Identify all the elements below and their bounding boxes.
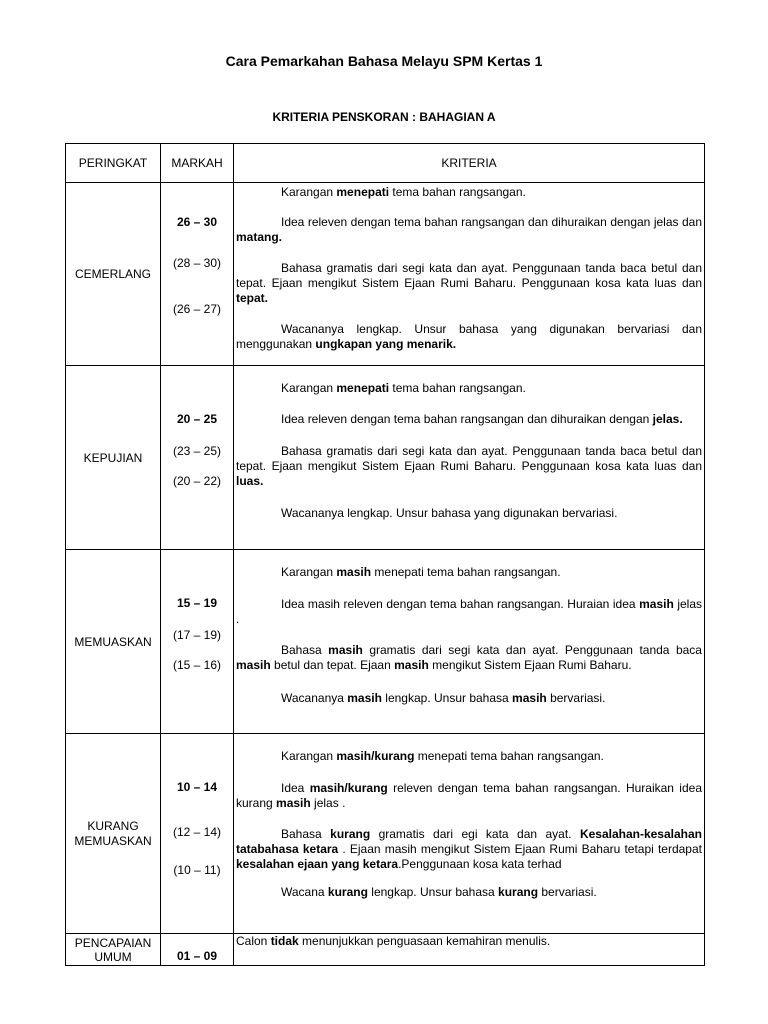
- criteria-text: Idea releven dengan tema bahan rangsangan dan dihuraikan dengan jelas dan: [281, 215, 702, 229]
- cell-peringkat: CEMERLANG: [66, 183, 161, 366]
- criteria-text: Idea releven dengan tema bahan rangsangan dan dihuraikan dengan: [281, 412, 653, 426]
- criteria-text: bervariasi.: [546, 691, 606, 705]
- cell-kriteria: [234, 183, 705, 366]
- criteria-text: jelas .: [310, 796, 346, 810]
- criteria-paragraph: [236, 506, 702, 521]
- criteria-text: .Penggunaan kosa kata terhad: [398, 857, 562, 871]
- cell-peringkat: PENCAPAIAN UMUM: [66, 934, 161, 966]
- criteria-text: menepati tema bahan rangsangan.: [371, 565, 561, 579]
- criteria-text: menepati tema bahan rangsangan.: [414, 749, 604, 763]
- criteria-paragraph: [236, 215, 702, 245]
- markah-subrange: (10 – 11): [173, 863, 221, 877]
- scoring-table: [65, 143, 705, 966]
- markah-subrange: (23 – 25): [172, 444, 222, 458]
- markah-range: 10 – 14: [176, 780, 218, 794]
- criteria-text: Idea: [281, 781, 310, 795]
- criteria-text: Idea masih releven dengan tema bahan rangsangan. Huraian idea: [281, 597, 640, 611]
- criteria-text: jelas .: [236, 597, 702, 626]
- table-row: [66, 183, 705, 366]
- criteria-text: Bahasa: [281, 643, 329, 657]
- cell-peringkat: KURANG MEMUASKAN: [66, 734, 161, 934]
- bold-keyword: masih/kurang: [309, 781, 388, 795]
- bold-keyword: menepati: [336, 185, 390, 199]
- section-subtitle: KRITERIA PENSKORAN : BAHAGIAN A: [272, 110, 496, 124]
- criteria-paragraph: [236, 643, 702, 673]
- criteria-text: Wacananya: [281, 691, 348, 705]
- header-kriteria: KRITERIA: [234, 144, 705, 183]
- criteria-paragraph: [236, 444, 702, 489]
- table-header-row: [66, 144, 705, 183]
- markah-subrange: (26 – 27): [172, 302, 222, 316]
- bold-keyword: tidak: [270, 934, 299, 948]
- cell-markah: [161, 550, 234, 734]
- table-row: [66, 550, 705, 734]
- criteria-text: Wacananya lengkap. Unsur bahasa yang digunakan bervariasi dan menggunakan: [236, 322, 702, 351]
- criteria-paragraph: [236, 381, 702, 396]
- criteria-text: Wacananya lengkap. Unsur bahasa yang digunakan bervariasi.: [281, 506, 618, 520]
- bold-keyword: masih: [336, 565, 372, 579]
- cell-kriteria: [234, 550, 705, 734]
- criteria-paragraph: [236, 261, 702, 306]
- criteria-text: bervariasi.: [538, 885, 597, 899]
- criteria-text: Bahasa: [281, 827, 331, 841]
- criteria-text: Wacana: [281, 885, 328, 899]
- bold-keyword: masih: [236, 658, 271, 672]
- header-markah: MARKAH: [161, 144, 234, 183]
- table-row: [66, 934, 705, 966]
- bold-keyword: Kesalahan-kesalahan tatabahasa ketara: [236, 827, 702, 856]
- bold-keyword: kesalahan ejaan yang ketara: [236, 857, 399, 871]
- bold-keyword: masih: [512, 691, 547, 705]
- table-row: [66, 366, 705, 550]
- bold-keyword: masih: [276, 796, 311, 810]
- criteria-text: Karangan: [281, 565, 337, 579]
- bold-keyword: masih: [639, 597, 674, 611]
- cell-markah: 01 – 09: [161, 934, 234, 966]
- criteria-paragraph: [236, 597, 702, 627]
- markah-range: 20 – 25: [176, 412, 218, 426]
- criteria-text: Bahasa gramatis dari segi kata dan ayat. Penggunaan tanda baca betul dan tepat. Ejaan mengikut Sistem Ejaan Rumi Baharu. Penggunaan kosa kata luas dan: [236, 261, 702, 290]
- bold-keyword: ungkapan yang menarik.: [315, 337, 457, 351]
- markah-range: 26 – 30: [176, 215, 218, 229]
- criteria-text: gramatis dari egi kata dan ayat.: [370, 827, 580, 841]
- markah-range: 15 – 19: [176, 596, 218, 610]
- bold-keyword: matang.: [236, 230, 283, 244]
- criteria-text: Calon: [236, 934, 271, 948]
- criteria-text: lengkap. Unsur bahasa: [367, 885, 499, 899]
- criteria-paragraph: [236, 885, 702, 900]
- criteria-text: Karangan: [281, 185, 337, 199]
- cell-markah: [161, 183, 234, 366]
- criteria-text: releven dengan tema bahan rangsangan. Huraikan idea kurang: [236, 781, 702, 810]
- table-row: [66, 734, 705, 934]
- criteria-text: Bahasa gramatis dari segi kata dan ayat. Penggunaan tanda baca betul dan tepat. Ejaan mengikut Sistem Ejaan Rumi Baharu. Penggunaan kosa kata luas dan: [236, 444, 702, 473]
- cell-markah: [161, 366, 234, 550]
- bold-keyword: masih/kurang: [336, 749, 415, 763]
- criteria-paragraph: [236, 827, 702, 872]
- markah-subrange: (15 – 16): [172, 658, 222, 672]
- criteria-text: gramatis dari segi kata dan ayat. Penggunaan tanda baca: [362, 643, 702, 657]
- criteria-text: Karangan: [281, 749, 337, 763]
- criteria-paragraph: [236, 412, 702, 427]
- bold-keyword: luas.: [236, 474, 264, 488]
- criteria-paragraph: [236, 781, 702, 811]
- criteria-text: . Ejaan masih mengikut Sistem Ejaan Rumi Baharu tetapi terdapat: [338, 842, 702, 856]
- criteria-text: Karangan: [281, 381, 337, 395]
- criteria-paragraph: [236, 322, 702, 352]
- criteria-text: tema bahan rangsangan.: [389, 185, 526, 199]
- document-title: Cara Pemarkahan Bahasa Melayu SPM Kertas 1: [225, 53, 543, 69]
- cell-peringkat: MEMUASKAN: [66, 550, 161, 734]
- criteria-text: menunjukkan penguasaan kemahiran menulis.: [298, 934, 551, 948]
- criteria-text: mengikut Sistem Ejaan Rumi Baharu.: [428, 658, 632, 672]
- cell-kriteria: [234, 734, 705, 934]
- markah-subrange: (12 – 14): [172, 825, 222, 839]
- cell-peringkat: KEPUJIAN: [66, 366, 161, 550]
- criteria-paragraph: [236, 185, 702, 200]
- criteria-paragraph: [236, 565, 702, 580]
- markah-subrange: (20 – 22): [172, 474, 222, 488]
- markah-subrange: (28 – 30): [172, 256, 222, 270]
- criteria-paragraph: [236, 749, 702, 764]
- cell-kriteria: [234, 366, 705, 550]
- markah-subrange: (17 – 19): [172, 628, 222, 642]
- criteria-text: betul dan tepat. Ejaan: [270, 658, 395, 672]
- header-peringkat: PERINGKAT: [66, 144, 161, 183]
- bold-keyword: menepati: [336, 381, 390, 395]
- bold-keyword: masih: [347, 691, 382, 705]
- cell-kriteria: [234, 934, 705, 966]
- bold-keyword: masih: [328, 643, 363, 657]
- bold-keyword: kurang: [498, 885, 539, 899]
- bold-keyword: masih: [394, 658, 429, 672]
- bold-keyword: jelas.: [652, 412, 683, 426]
- cell-markah: [161, 734, 234, 934]
- criteria-text: lengkap. Unsur bahasa: [381, 691, 513, 705]
- bold-keyword: kurang: [330, 827, 371, 841]
- criteria-text: tema bahan rangsangan.: [389, 381, 526, 395]
- bold-keyword: kurang: [327, 885, 368, 899]
- criteria-paragraph: [236, 691, 702, 706]
- bold-keyword: tepat.: [236, 291, 269, 305]
